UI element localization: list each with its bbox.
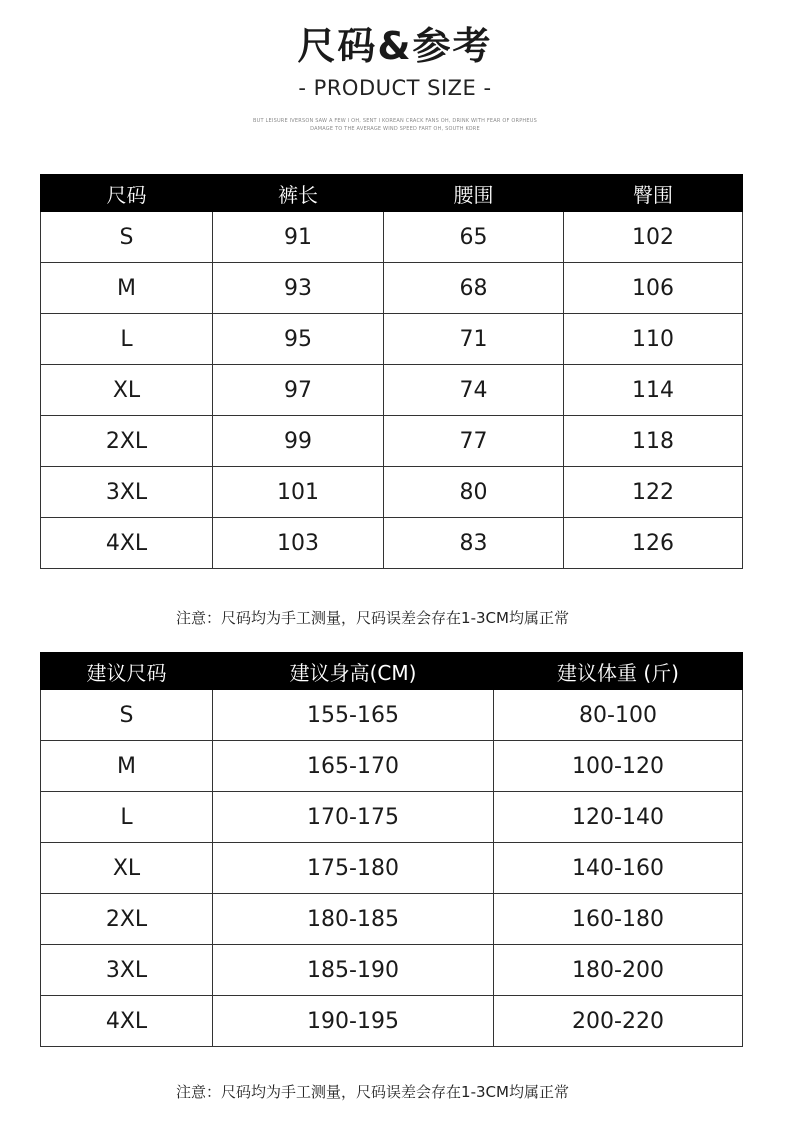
table-cell: S <box>41 212 213 263</box>
table-cell: 103 <box>213 518 384 569</box>
table-cell: 190-195 <box>213 996 494 1047</box>
fineprint-line-1: BUT LEISURE IVERSON SAW A FEW I OH, SENT I KOREAN CRACK FANS OH, DRINK WITH FEAR OF ORPHEUS <box>253 118 537 124</box>
table-cell: 100-120 <box>494 741 743 792</box>
table-cell: 3XL <box>41 467 213 518</box>
table-cell: L <box>41 314 213 365</box>
table-cell: 114 <box>564 365 743 416</box>
table-cell: 99 <box>213 416 384 467</box>
table-cell: 170-175 <box>213 792 494 843</box>
table-cell: 180-185 <box>213 894 494 945</box>
table-cell: 65 <box>384 212 564 263</box>
header-recommended-weight: 建议体重 (斤) <box>494 653 743 690</box>
size-chart-table <box>40 174 743 569</box>
table-cell: 185-190 <box>213 945 494 996</box>
table-row <box>41 467 743 518</box>
table-cell: 175-180 <box>213 843 494 894</box>
page-title: 尺码&参考 <box>297 24 493 68</box>
table-row <box>41 894 743 945</box>
table-cell: S <box>41 690 213 741</box>
table-row <box>41 314 743 365</box>
table-cell: 95 <box>213 314 384 365</box>
header-pants-length: 裤长 <box>213 175 384 212</box>
measurement-note: 注意：尺码均为手工测量，尺码误差会存在1-3CM均属正常 <box>176 609 569 627</box>
page-subtitle: - PRODUCT SIZE - <box>298 76 492 100</box>
table-cell: 80 <box>384 467 564 518</box>
table-cell: XL <box>41 843 213 894</box>
table-cell: 118 <box>564 416 743 467</box>
table-cell: 101 <box>213 467 384 518</box>
table-cell: 71 <box>384 314 564 365</box>
measurement-note: 注意：尺码均为手工测量，尺码误差会存在1-3CM均属正常 <box>176 1083 569 1101</box>
table-cell: 180-200 <box>494 945 743 996</box>
table-row <box>41 690 743 741</box>
table-row <box>41 518 743 569</box>
table-header-row <box>41 653 743 690</box>
table-cell: 120-140 <box>494 792 743 843</box>
table-cell: 2XL <box>41 416 213 467</box>
table-cell: 68 <box>384 263 564 314</box>
table-row <box>41 263 743 314</box>
table-cell: 155-165 <box>213 690 494 741</box>
table-cell: M <box>41 741 213 792</box>
table-header-row <box>41 175 743 212</box>
table-row <box>41 365 743 416</box>
table-cell: 110 <box>564 314 743 365</box>
header-size: 尺码 <box>41 175 213 212</box>
header-waist: 腰围 <box>384 175 564 212</box>
table-cell: 3XL <box>41 945 213 996</box>
table-row <box>41 843 743 894</box>
table-cell: 83 <box>384 518 564 569</box>
table-cell: 80-100 <box>494 690 743 741</box>
header-hip: 臀围 <box>564 175 743 212</box>
table-row <box>41 741 743 792</box>
table-cell: 91 <box>213 212 384 263</box>
table-cell: 93 <box>213 263 384 314</box>
table-cell: 74 <box>384 365 564 416</box>
fineprint-line-2: DAMAGE TO THE AVERAGE WIND SPEED FART OH, SOUTH KORE <box>310 126 480 132</box>
recommendation-table <box>40 652 743 1047</box>
table-cell: 122 <box>564 467 743 518</box>
table-cell: 4XL <box>41 518 213 569</box>
table-cell: M <box>41 263 213 314</box>
table-cell: 160-180 <box>494 894 743 945</box>
table-cell: 2XL <box>41 894 213 945</box>
table-row <box>41 996 743 1047</box>
table-cell: 200-220 <box>494 996 743 1047</box>
table-cell: 140-160 <box>494 843 743 894</box>
table-cell: 126 <box>564 518 743 569</box>
table-cell: 77 <box>384 416 564 467</box>
table-cell: 4XL <box>41 996 213 1047</box>
table-cell: L <box>41 792 213 843</box>
header-recommended-size: 建议尺码 <box>41 653 213 690</box>
table-cell: 102 <box>564 212 743 263</box>
header-recommended-height: 建议身高(CM) <box>213 653 494 690</box>
table-cell: 97 <box>213 365 384 416</box>
table-row <box>41 945 743 996</box>
table-cell: 106 <box>564 263 743 314</box>
table-row <box>41 212 743 263</box>
table-cell: 165-170 <box>213 741 494 792</box>
table-cell: XL <box>41 365 213 416</box>
table-row <box>41 792 743 843</box>
table-row <box>41 416 743 467</box>
